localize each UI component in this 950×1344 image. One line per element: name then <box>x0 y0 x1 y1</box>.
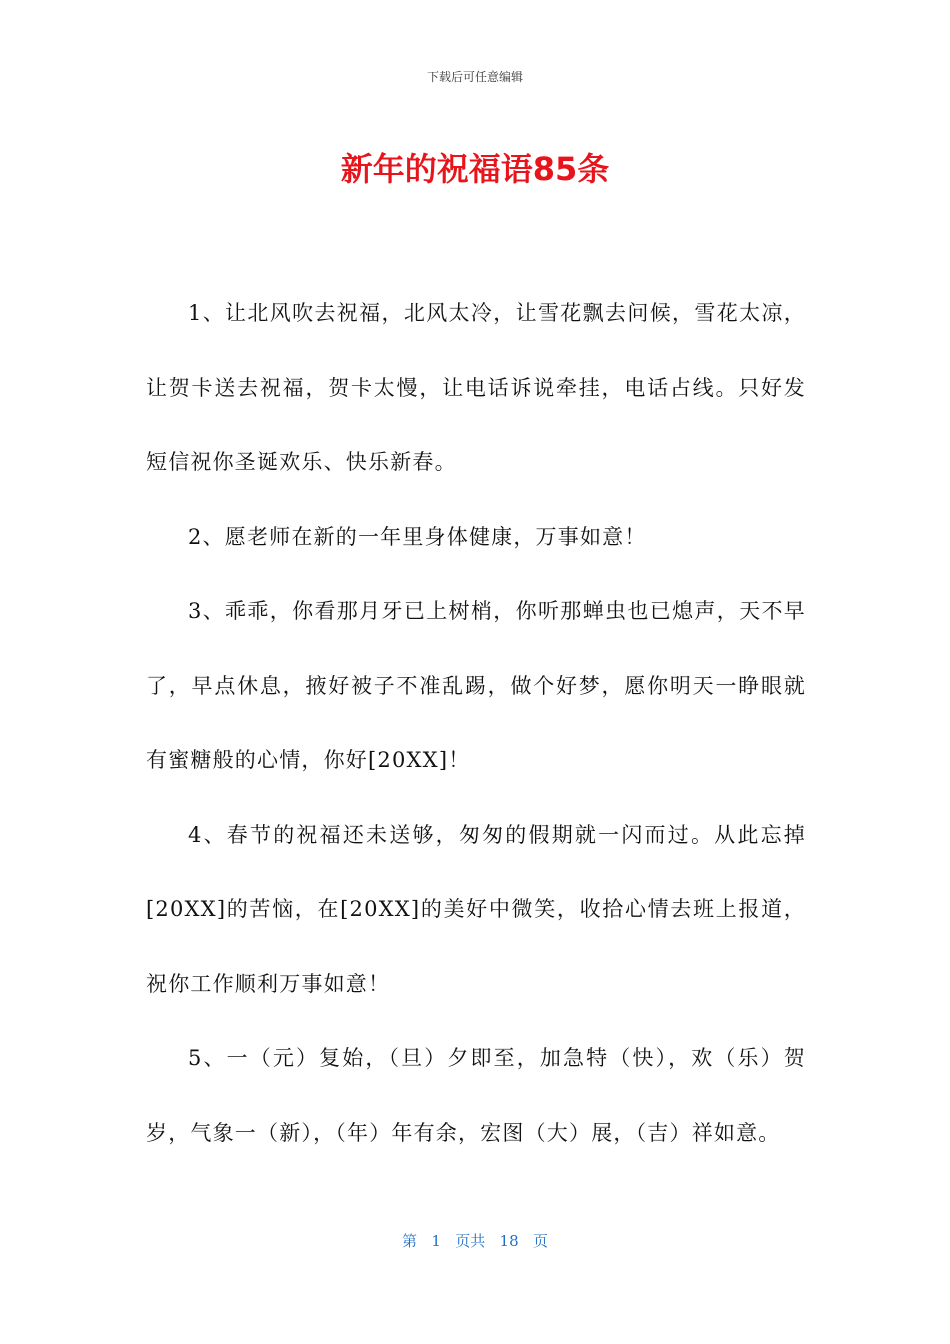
paragraph-5: 5、一（元）复始，（旦）夕即至，加急特（快），欢（乐）贺岁，气象一（新），（年）年有余，宏图（大）展，（吉）祥如意。 <box>146 1046 806 1145</box>
paragraph-4: 4、春节的祝福还未送够，匆匆的假期就一闪而过。从此忘掉[20XX]的苦恼，在[20XX]的美好中微笑，收拾心情去班上报道，祝你工作顺利万事如意！ <box>146 822 806 996</box>
paragraph-1: 1、让北风吹去祝福，北风太冷，让雪花飘去问候，雪花太凉，让贺卡送去祝福，贺卡太慢，让电话诉说牵挂，电话占线。只好发短信祝你圣诞欢乐、快乐新春。 <box>146 301 806 474</box>
header-note: 下载后可任意编辑 <box>426 70 523 84</box>
footer-total-pages: 18 <box>499 1232 519 1250</box>
document-body <box>146 276 806 1170</box>
footer-suffix: 页 <box>532 1232 548 1250</box>
document-title: 新年的祝福语85条 <box>340 150 610 188</box>
footer-prefix: 第 <box>402 1232 418 1250</box>
footer-middle: 页共 <box>455 1232 486 1250</box>
page-footer <box>0 1230 950 1251</box>
paragraph-2: 2、愿老师在新的一年里身体健康，万事如意！ <box>188 524 647 549</box>
footer-page-number: 1 <box>431 1232 441 1250</box>
paragraph-3: 3、乖乖，你看那月牙已上树梢，你听那蝉虫也已熄声，天不早了，早点休息，掖好被子不准乱踢，做个好梦，愿你明天一睁眼就有蜜糖般的心情，你好[20XX]！ <box>146 599 806 772</box>
